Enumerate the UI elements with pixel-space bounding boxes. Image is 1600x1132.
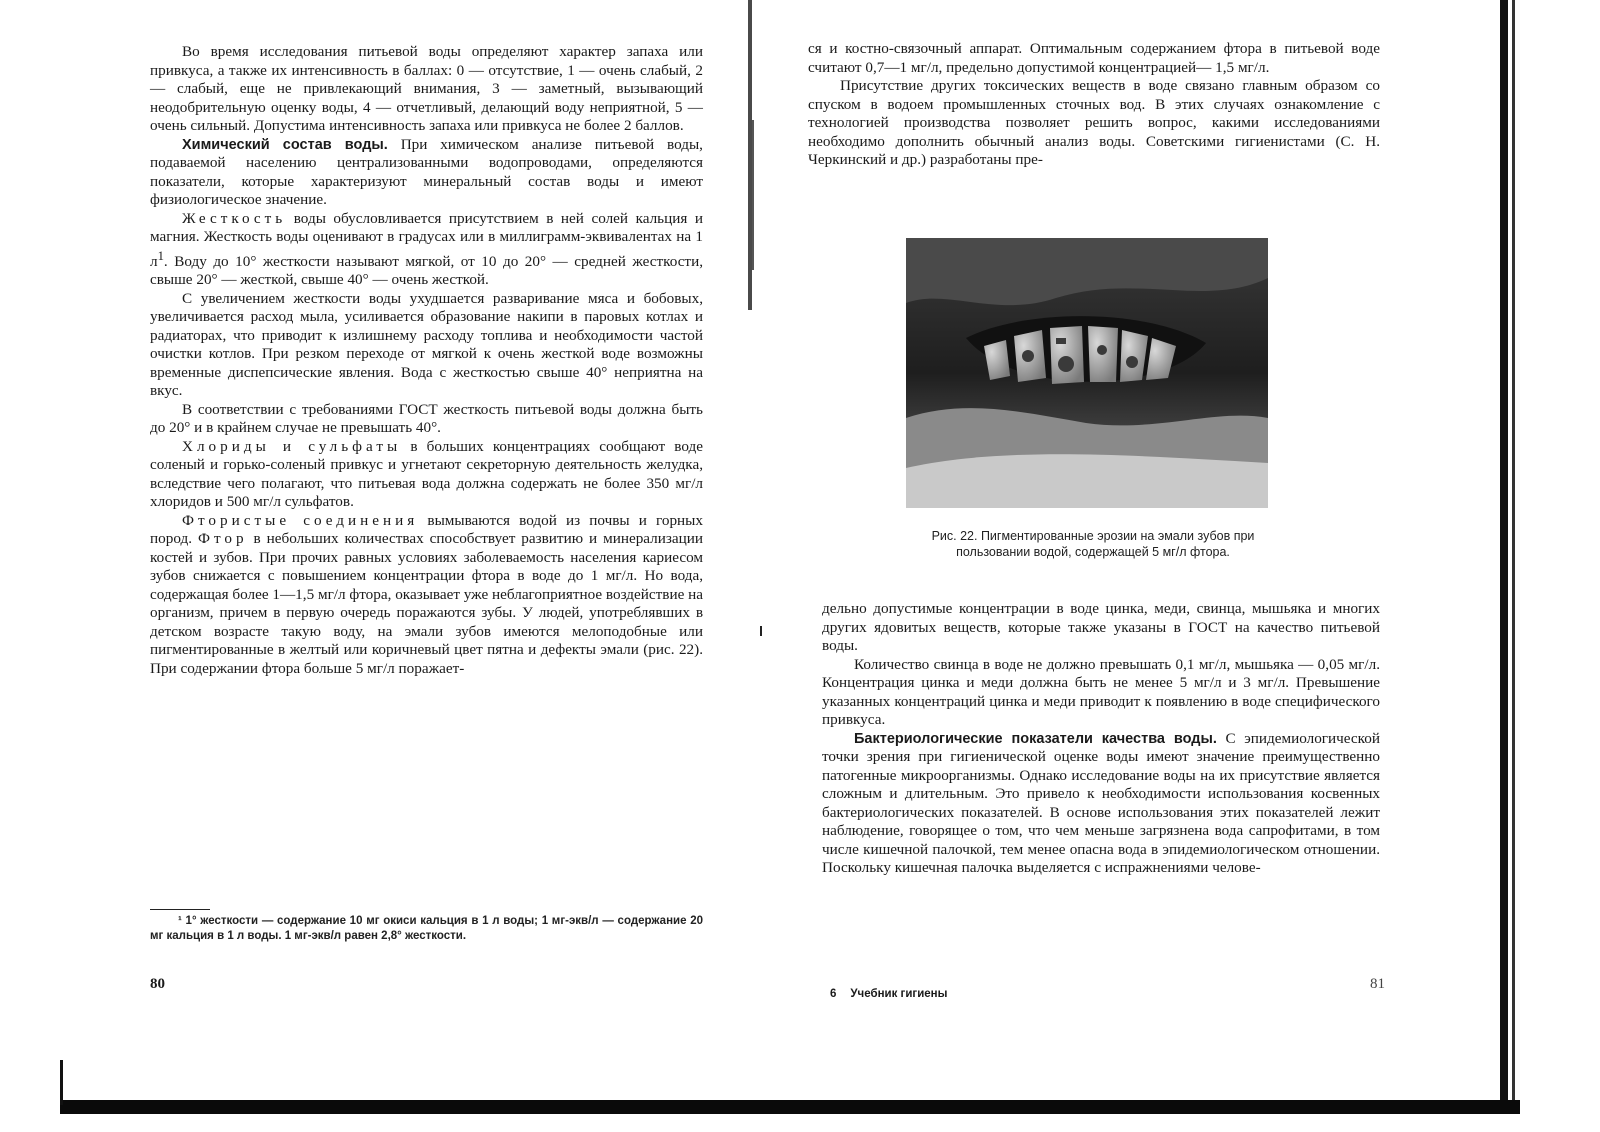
teeth-photo-illustration	[906, 238, 1268, 508]
paragraph	[150, 438, 703, 512]
run-text: дельно допустимые концентрации в воде цинка, меди, свинца, мышьяка и многих других ядовитых веществ, которые также указаны в ГОСТ на качество питьевой воды.	[822, 600, 1380, 654]
run-text: С эпидемиологической точки зрения при гигиенической оценке воды имеют значение преимущественно патогенные микроорганизмы. Однако исследование воды на их присутствие является сложным и длительным. Это привело к необходимости использования косвенных бактериологических показателей. В основе использования этих показателей лежит наблюдение, говорящее о том, что чем меньше загрязнена вода сапрофитами, в том числе кишечной палочкой, тем менее опасна вода в эпидемиологическом отношении. Поскольку кишечная палочка выделяется с испражнениями челове-	[822, 729, 1380, 876]
run-text: С увеличением жесткости воды ухудшается разваривание мяса и бобовых, увеличивается расход мыла, усиливается образование накипи в паровых котлах и радиаторах, что приводит к излишнему расходу топлива и необходимости частой очистки котлов. При резком переходе от мягкой к очень жесткой воде возможны временные диспепсические явления. Вода с жесткостью свыше 40° неприятна на вкус.	[150, 289, 703, 400]
book-spine-shadow-inner	[752, 120, 754, 270]
signature-title: Учебник гигиены	[850, 988, 948, 1000]
run-text: воды обусловливается присутствием в ней солей кальция и магния. Жесткость воды оценивают в градусах или в миллиграмм-эквивалентах на 1 л	[150, 209, 703, 270]
footnote-text: ¹ 1° жесткости — содержание 10 мг окиси кальция в 1 л воды; 1 мг-экв/л — содержание 20 мг кальция в 1 л воды. 1 мг-экв/л равен 2,8° жесткости.	[150, 915, 703, 942]
run-text: Во время исследования питьевой воды определяют характер запаха или привкуса, а также их интенсивность в баллах: 0 — отсутствие, 1 — очень слабый, 2 — слабый, еще не привлекающий внимания, 3 — заметный, вызывающий неодобрительную оценку воды, 4 — отчетливый, делающий воду неприятной, 5 — очень сильный. Допустима интенсивность запаха или привкуса не более 2 баллов.	[150, 43, 703, 134]
paragraph	[822, 730, 1380, 878]
left-page-text	[150, 43, 703, 678]
run-text: Присутствие других токсических веществ в воде связано главным образом со спуском в водоем промышленных сточных вод. В этих случаях ознакомление с технологией производства позволяет решить вопрос, какими исследованиями необходимо дополнить обычный анализ воды. Советскими гигиенистами (С. Н. Черкинский и др.) разработаны пре-	[808, 77, 1380, 168]
run-spaced-term: Жесткость	[182, 209, 287, 227]
run-heading: Химический состав воды.	[182, 136, 388, 153]
paragraph	[150, 290, 703, 401]
paragraph	[150, 401, 703, 438]
paragraph	[808, 40, 1380, 77]
right-page-bottom-text	[822, 600, 1380, 878]
figure-22-photo	[906, 238, 1268, 508]
run-text: в небольших количествах способствует развитию и минерализации костей и зубов. При прочих равных условиях заболеваемость населения кариесом зубов снижается с повышением концентрации фтора в воде до 1 мг/л. Но вода, содержащая более 1—1,5 мг/л фтора, оказывает уже неблагоприятное воздействие на организм, причем в первую очередь поражаются зубы. У людей, употреблявших в детском возрасте такую воду, на эмали зубов имеются мелоподобные или пигментированные в желтый или коричневый цвет пятна и дефекты эмали (рис. 22). При содержании фтора больше 5 мг/л поражает-	[150, 530, 703, 677]
run-text: ся и костно-связочный аппарат. Оптимальным содержанием фтора в питьевой воде считают 0,7—1 мг/л, предельно допустимой концентрацией— 1,5 мг/л.	[808, 40, 1380, 76]
paragraph	[822, 656, 1380, 730]
scan-speck	[760, 626, 762, 636]
run-spaced-term: Фтор	[197, 530, 248, 548]
run-text: . Воду до 10° жесткости называют мягкой, от 10 до 20° — средней жесткости, свыше 20° — жесткой, свыше 40° — очень жесткой.	[150, 252, 703, 289]
run-footnote-mark: 1	[157, 248, 164, 263]
paragraph	[808, 77, 1380, 170]
run-heading: Бактериологические показатели качества воды.	[854, 730, 1217, 747]
run-text: При химическом анализе питьевой воды, подаваемой населению централизованными водопроводами, определяются показатели, которые характеризуют минеральный состав воды и имеют физиологическое значение.	[150, 135, 703, 208]
scan-left-edge	[60, 1060, 63, 1105]
right-page-top-text	[808, 40, 1380, 170]
footnote	[150, 914, 703, 944]
page-number-right: 81	[1370, 976, 1385, 992]
run-text: Количество свинца в воде не должно превышать 0,1 мг/л, мышьяка — 0,05 мг/л. Концентрация цинка и меди должна быть не менее 5 мг/л и 3 мг/л. Превышение указанных концентраций цинка и меди приводит к появлению в воде специфического привкуса.	[822, 655, 1380, 728]
page-number-left: 80	[150, 976, 165, 992]
paragraph	[150, 512, 703, 679]
scan-right-edge-line	[1512, 0, 1515, 1100]
paragraph	[150, 43, 703, 136]
printer-signature	[830, 988, 961, 1000]
scan-right-edge	[1500, 0, 1508, 1100]
paragraph	[822, 600, 1380, 656]
figure-22-caption: Рис. 22. Пигментированные эрозии на эмали зубов при пользовании водой, содержащей 5 мг/л фтора.	[931, 529, 1255, 559]
scan-bottom-edge	[60, 1100, 1520, 1114]
paragraph	[150, 136, 703, 210]
signature-number: 6	[830, 988, 837, 1000]
paragraph	[150, 210, 703, 290]
run-spaced-term: Фтористые соединения	[182, 511, 419, 529]
run-text: в больших концентрациях сообщают воде соленый и горько-соленый привкус и угнетают секреторную деятельность желудка, вследствие чего полагают, что питьевая вода должна содержать не более 350 мг/л хлоридов и 500 мг/л сульфатов.	[150, 437, 703, 511]
run-text: В соответствии с требованиями ГОСТ жесткость питьевой воды должна быть до 20° и в крайнем случае не превышать 40°.	[150, 400, 703, 437]
run-text: вымываются водой из почвы и горных пород.	[150, 511, 703, 548]
footnote-rule	[150, 909, 210, 910]
run-spaced-term: Хлориды и сульфаты	[182, 437, 402, 455]
